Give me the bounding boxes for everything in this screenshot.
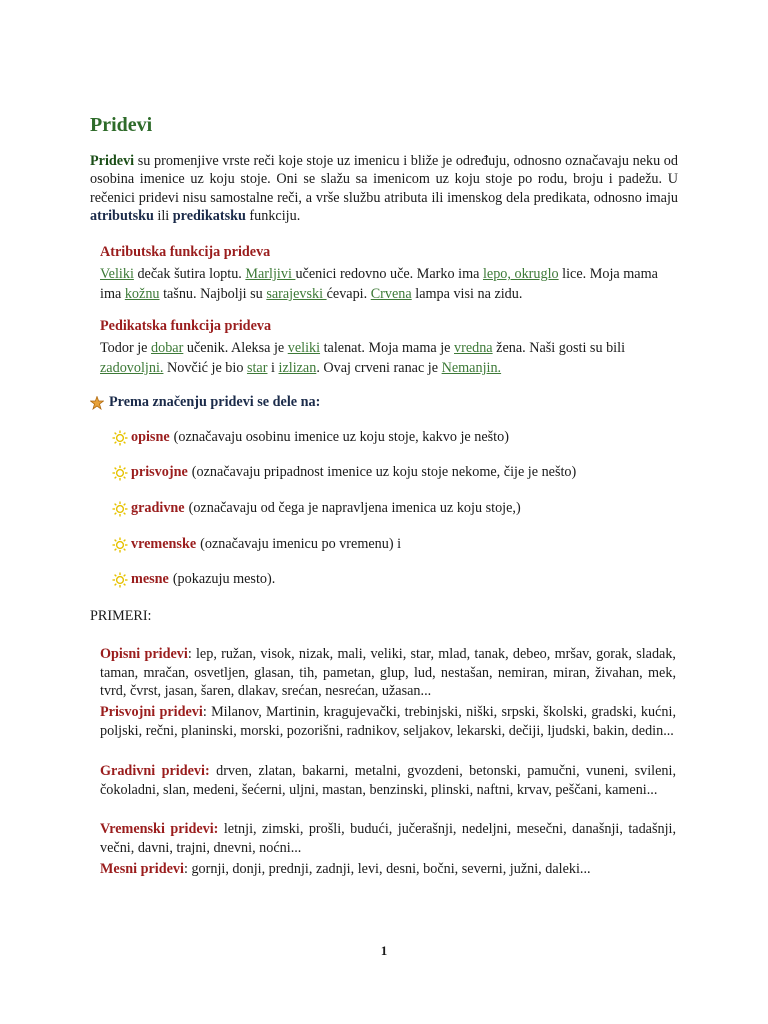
sentence-text: . Ovaj crveni ranac je — [316, 360, 442, 376]
examples-heading: PRIMERI: — [90, 608, 152, 624]
bullet-item — [112, 536, 401, 553]
adjective-example: Veliki — [100, 266, 134, 282]
sentence-text: lice. Moja mama ima — [100, 266, 658, 302]
classification-heading — [90, 394, 320, 411]
bullet-term: vremenske — [131, 536, 197, 552]
adjective-example: Marljivi — [245, 266, 296, 282]
sun-icon — [112, 572, 128, 588]
bullet-term: prisvojne — [131, 464, 188, 480]
sun-icon — [112, 501, 128, 517]
sentence-text: tašnu. Najbolji su — [159, 286, 267, 302]
star-icon — [90, 396, 104, 410]
adjective-example: zadovoljni. — [100, 360, 164, 376]
example-label: Gradivni pridevi: — [100, 763, 210, 779]
example-label: Mesni pridevi — [100, 861, 184, 877]
sentence-text: Novčić je bio — [163, 360, 247, 376]
bullet-description: (pokazuju mesto). — [172, 571, 276, 587]
example-label: Vremenski pridevi: — [100, 821, 219, 837]
intro-term-attributive: atributsku — [90, 208, 154, 225]
example-paragraph — [100, 820, 676, 857]
adjective-example: Nemanjin. — [441, 360, 502, 376]
attributive-heading: Atributska funkcija prideva — [100, 244, 271, 260]
adjective-example: sarajevski — [266, 286, 327, 302]
intro-text-2: ili — [153, 208, 173, 225]
bullet-term: gradivne — [131, 500, 185, 516]
predicative-heading: Pedikatska funkcija prideva — [100, 318, 272, 334]
page-number: 1 — [380, 943, 388, 958]
bullet-item — [112, 500, 521, 517]
intro-text-1: su promenjive vrste reči koje stoje uz imenicu i bliže je određuju, odnosno označavaju neku od osobina imenice uz koju stoje. Oni se slažu sa imenicom uz koju stoje po rodu, broju i padežu. U rečenici pridevi nisu samostalne reči, a vrše službu atributa ili imenskog dela predikata, odnosno imaju — [90, 153, 678, 206]
example-text: letnji, zimski, prošli, budući, jučerašnji, nedeljni, mesečni, današnji, tadašnji, večni, davni, trajni, dnevni, noćni... — [100, 821, 676, 856]
bullet-description: (označavaju pripadnost imenice uz koju stoje nekome, čije je nešto) — [191, 464, 577, 480]
intro-text-3: funkciju. — [245, 208, 301, 225]
sun-icon — [112, 465, 128, 481]
sentence-text: žena. Naši gosti su bili — [492, 340, 626, 356]
sentence-text: lampa visi na zidu. — [411, 286, 523, 302]
bullet-description: (označavaju imenicu po vremenu) i — [200, 536, 402, 552]
attributive-text — [100, 264, 670, 304]
bullet-term: opisne — [131, 429, 170, 445]
example-paragraph — [100, 703, 676, 740]
sun-icon — [112, 537, 128, 553]
bullet-item — [112, 571, 275, 588]
sentence-text: učenik. Aleksa je — [183, 340, 288, 356]
intro-lead-term: Pridevi — [90, 153, 135, 169]
sentence-text: talenat. Moja mama je — [320, 340, 454, 356]
sentence-text: ćevapi. — [326, 286, 371, 302]
intro-term-predicative: predikatsku — [172, 208, 246, 225]
adjective-example: Crvena — [370, 286, 412, 302]
adjective-example: izlizan — [278, 360, 317, 376]
bullet-item — [112, 464, 576, 481]
adjective-example: kožnu — [124, 286, 160, 302]
sentence-text: dečak šutira loptu. — [133, 266, 246, 282]
example-text: : gornji, donji, prednji, zadnji, levi, desni, bočni, severni, južni, daleki... — [183, 861, 591, 877]
bullet-description: (označavaju od čega je napravljena imenica uz koju stoje,) — [188, 500, 521, 516]
adjective-example: star — [246, 360, 268, 376]
bullet-item — [112, 429, 509, 446]
predicative-text — [100, 338, 670, 378]
classification-heading-text: Prema značenju pridevi se dele na: — [109, 394, 321, 410]
adjective-example: vredna — [454, 340, 493, 356]
intro-paragraph — [90, 152, 678, 226]
example-text: : Milanov, Martinin, kragujevački, trebinjski, niški, srpski, školski, gradski, kućni, poljski, rečni, planinski, morski, pozorišni, radnikov, seljakov, lekarski, dečiji, ljudski, bakin, dedin... — [100, 704, 676, 739]
adjective-example: dobar — [151, 340, 184, 356]
example-text: drven, zlatan, bakarni, metalni, gvozdeni, betonski, pamučni, vuneni, svileni, čokoladni, slan, medeni, šećerni, uljni, mastan, benzinski, plinski, naftni, krvav, peščani, kameni... — [100, 763, 676, 798]
bullet-description: (označavaju osobinu imenice uz koju stoje, kakvo je nešto) — [173, 429, 509, 445]
sentence-text: učenici redovno uče. Marko ima — [295, 266, 483, 282]
example-text: : lep, ružan, visok, nizak, mali, veliki, star, mlad, tanak, debeo, mršav, gorak, sladak, taman, mračan, osvetljen, glasan, tih, pametan, glup, lud, nestašan, nemiran, miran, živahan, mek, tvrd, čvrst, jasan, šaren, dlakav, srećan, nesrećan, užasan... — [100, 646, 676, 699]
sun-icon — [112, 430, 128, 446]
adjective-example: veliki — [287, 340, 321, 356]
bullet-term: mesne — [131, 571, 169, 587]
example-paragraph — [100, 762, 676, 799]
adjective-example: lepo, okruglo — [482, 266, 559, 282]
page-title: Pridevi — [90, 114, 153, 136]
example-label: Opisni pridevi — [100, 646, 188, 662]
sentence-text: Todor je — [100, 340, 152, 356]
sentence-text: i — [267, 360, 279, 376]
example-label: Prisvojni pridevi — [100, 704, 203, 720]
example-paragraph — [100, 860, 676, 879]
example-paragraph — [100, 645, 676, 701]
